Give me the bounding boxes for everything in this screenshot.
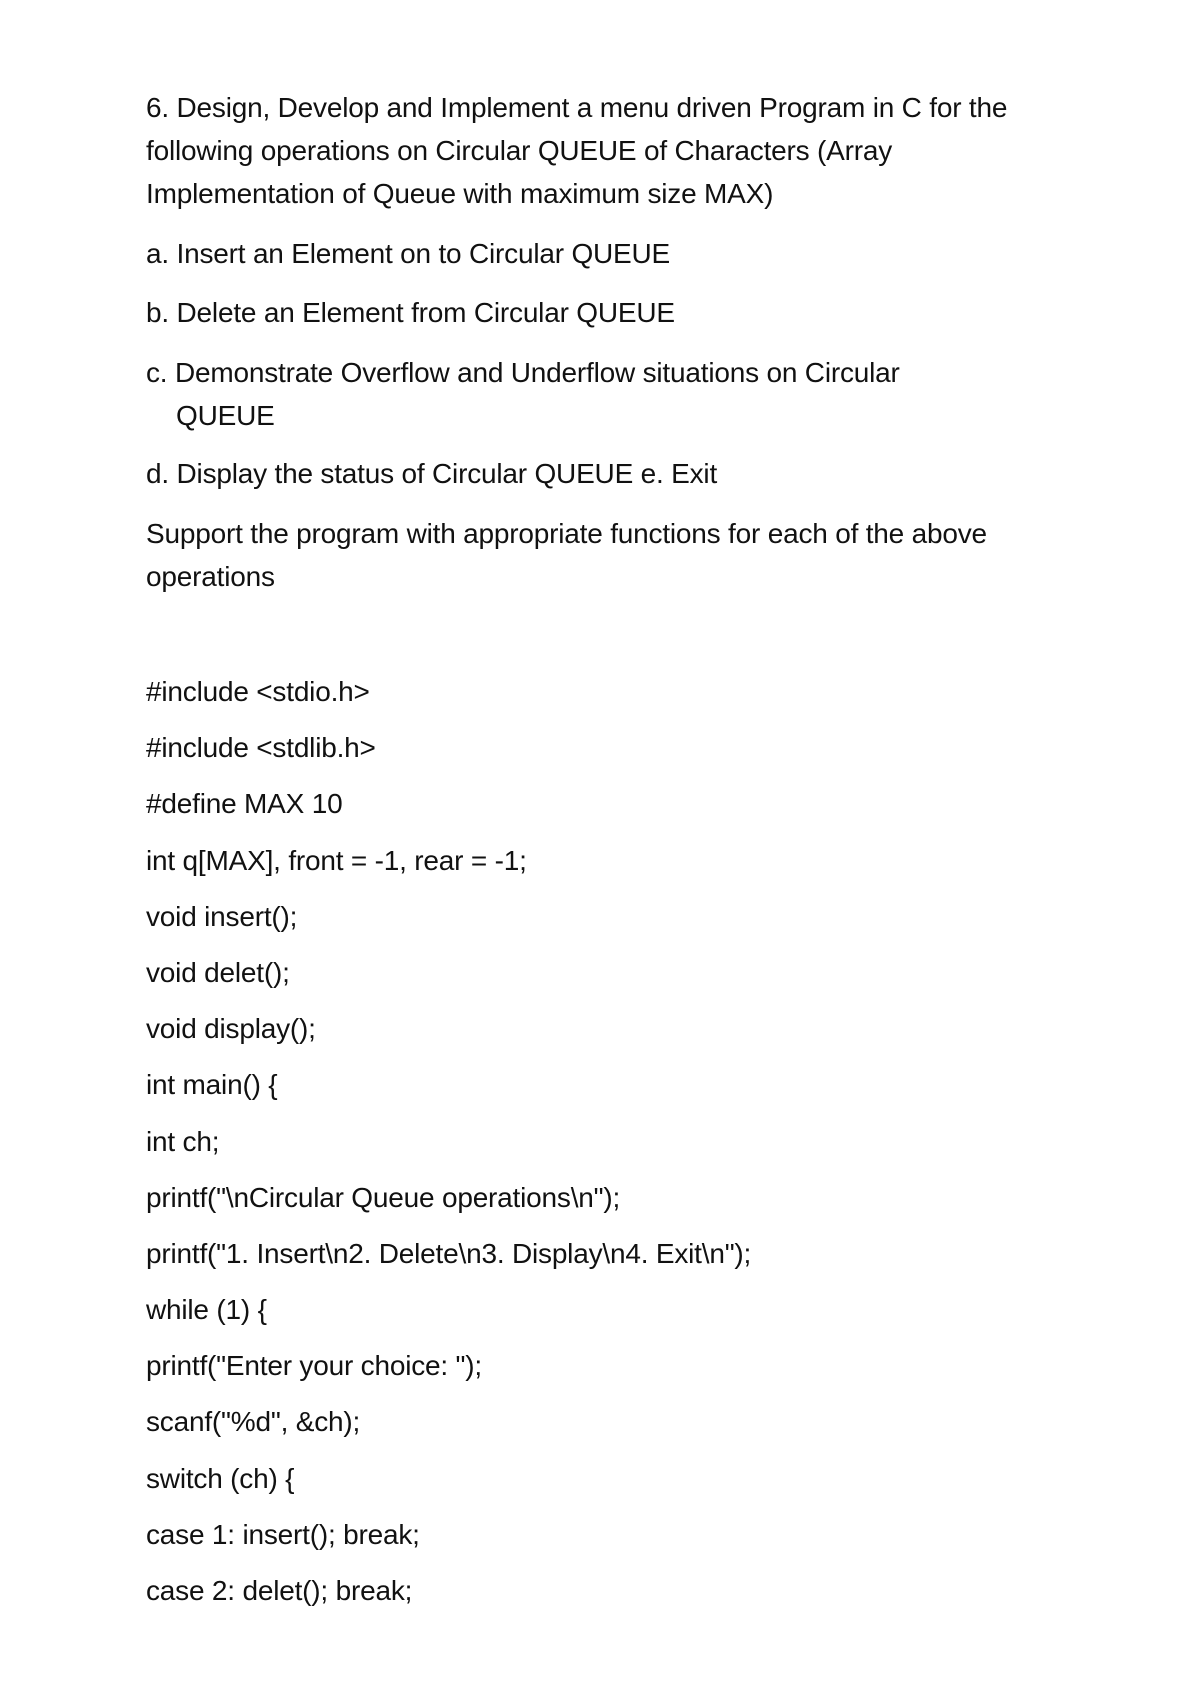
code-line: void delet(); (146, 956, 290, 988)
task-item-d: d. Display the status of Circular QUEUE e. Exit (146, 458, 718, 489)
code-line: int ch; (146, 1125, 220, 1157)
task-support-note: Support the program with appropriate functions for each of the above operations (146, 518, 987, 592)
code-line: int q[MAX], front = -1, rear = -1; (146, 844, 527, 876)
code-line: #include <stdio.h> (146, 676, 370, 707)
code-line: printf("1. Insert\n2. Delete\n3. Display\n4. Exit\n"); (146, 1237, 752, 1269)
code-line: void insert(); (146, 900, 298, 932)
code-line: case 2: delet(); break; (146, 1575, 413, 1606)
code-line: #define MAX 10 (146, 788, 343, 820)
code-line: case 1: insert(); break; (146, 1518, 420, 1550)
code-line: switch (ch) { (146, 1462, 295, 1494)
code-line: scanf("%d", &ch); (146, 1406, 361, 1438)
code-line: while (1) { (146, 1294, 267, 1326)
task-item-a: a. Insert an Element on to Circular QUEUE (146, 238, 671, 269)
task-item-c-line2: QUEUE (176, 400, 275, 431)
task-item-c-line1: c. Demonstrate Overflow and Underflow situations on Circular (146, 357, 900, 388)
code-listing (146, 672, 1086, 1627)
code-line: printf("Enter your choice: "); (146, 1350, 483, 1382)
task-item-b: b. Delete an Element from Circular QUEUE (146, 297, 675, 328)
code-line: #include <stdlib.h> (146, 732, 376, 764)
code-line: printf("\nCircular Queue operations\n"); (146, 1181, 621, 1213)
code-line: void display(); (146, 1013, 316, 1045)
task-description: 6. Design, Develop and Implement a menu driven Program in C for the following operations on Circular QUEUE of Characters (Array Implementation of Queue with maximum size MAX) (146, 92, 1008, 209)
task-item-c (146, 351, 1046, 437)
code-line: int main() { (146, 1069, 278, 1101)
